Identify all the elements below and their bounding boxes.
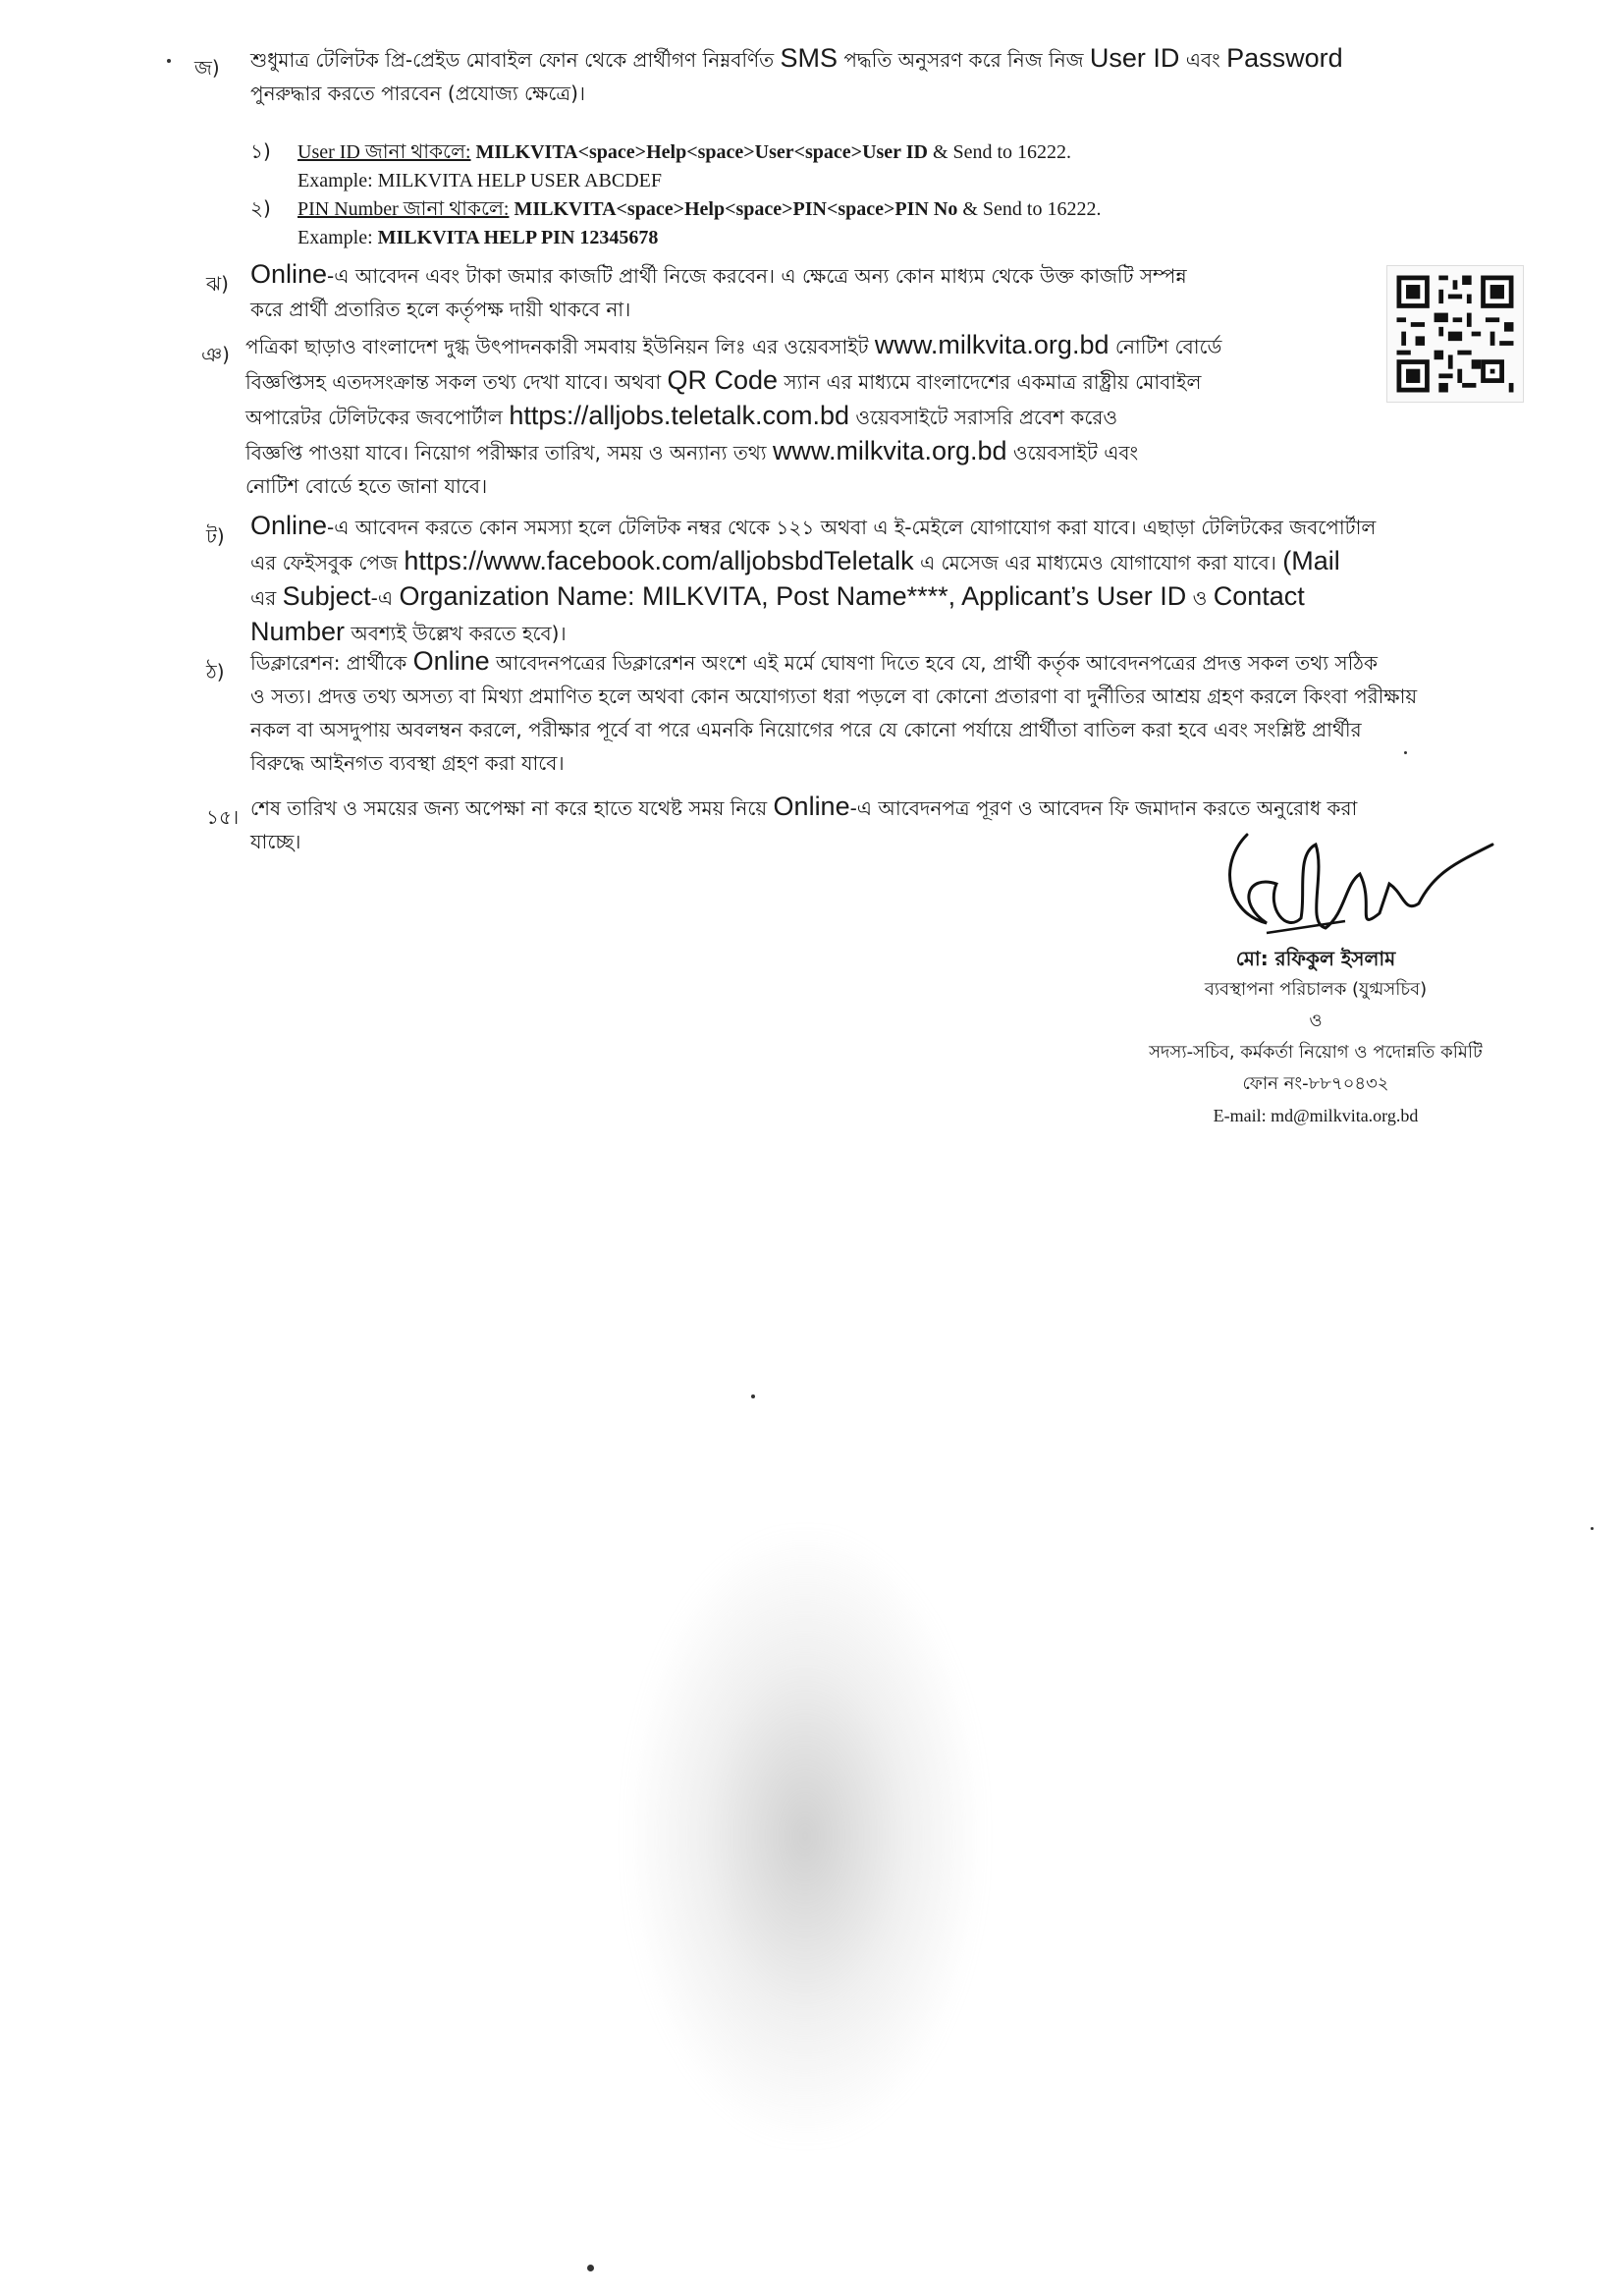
signatory-committee: সদস্য-সচিব, কর্মকর্তা নিয়োগ ও পদোন্নতি কমিটি	[1149, 1042, 1483, 1063]
item-deadline-note: শেষ তারিখ ও সময়ের জন্য অপেক্ষা না করে হাতে যথেষ্ট সময় নিয়ে Online-এ আবেদনপত্র পূরণ ও আবেদন ফি জমাদান করতে অনুরোধ করা যাচ্ছে।	[250, 792, 1358, 853]
item-sms-recovery: শুধুমাত্র টেলিটক প্রি-প্রেইড মোবাইল ফোন থেকে প্রার্থীগণ নিম্নবর্ণিত SMS পদ্ধতি অনুসরণ করে নিজ নিজ User ID এবং Password পুনরুদ্ধার করতে পারবেন (প্রযোজ্য ক্ষেত্রে)।	[250, 43, 1343, 105]
signatory-email: E-mail: md@milkvita.org.bd	[1213, 1106, 1419, 1125]
scan-speck	[1404, 751, 1407, 754]
scan-speck	[587, 2265, 594, 2271]
item-marker: ঞ)	[201, 343, 230, 366]
item-marker: ১৫।	[206, 805, 240, 829]
item-marker: ঠ)	[206, 660, 225, 683]
qr-code-icon	[1387, 266, 1523, 402]
item-online-responsibility: Online-এ আবেদন এবং টাকা জমার কাজটি প্রার্থী নিজে করবেন। এ ক্ষেত্রে অন্য কোন মাধ্যম থেকে উক্ত কাজটি সম্পন্ন করে প্রার্থী প্রতারিত হলে কর্তৃপক্ষ দায়ী থাকবে না।	[250, 259, 1187, 321]
signatory-name: মো: রফিকুল ইসলাম	[1235, 947, 1396, 970]
signatory-designation: ব্যবস্থাপনা পরিচালক (যুগ্মসচিব)	[1204, 979, 1428, 1000]
scan-speck	[167, 59, 171, 63]
sms-pin-instruction: ২) PIN Number জানা থাকলে: MILKVITA<space>Help<space>PIN<space>PIN No & Send to 16222. Example: MILKVITA HELP PIN 12345678	[250, 196, 1102, 248]
item-marker: ট)	[206, 524, 225, 548]
item-website-notice: পত্রিকা ছাড়াও বাংলাদেশ দুগ্ধ উৎপাদনকারী সমবায় ইউনিয়ন লিঃ এর ওয়েবসাইট www.milkvita.org.bd নোটিশ বোর্ডে বিজ্ঞপ্তিসহ এতদসংক্রান্ত সকল তথ্য দেখা যাবে। অথবা QR Code স্যান এর মাধ্যমে বাংলাদেশের একমাত্র রাষ্ট্রীয় মোবাইল অপারেটর টেলিটকের জবপোর্টাল https://alljobs.teletalk.com.bd ওয়েবসাইটে সরাসরি প্রবেশ করেও বিজ্ঞপ্তি পাওয়া যাবে। নিয়োগ পরীক্ষার তারিখ, সময় ও অন্যান্য তথ্য www.milkvita.org.bd ওয়েবসাইট এবং নোটিশ বোর্ডে হতে জানা যাবে।	[245, 330, 1222, 498]
item-marker: ঝ)	[206, 272, 229, 296]
sms-userid-instruction: ১) User ID জানা থাকলে: MILKVITA<space>Help<space>User<space>User ID & Send to 16222. Example: MILKVITA HELP USER ABCDEF	[250, 139, 1072, 191]
signatory-phone: ফোন নং-৮৮৭০৪৩২	[1242, 1073, 1389, 1094]
scan-smudge	[628, 1532, 982, 2141]
item-marker: জ)	[194, 56, 220, 80]
signature-block: মো: রফিকুল ইসলাম ব্যবস্থাপনা পরিচালক (যুগ্মসচিব) ও সদস্য-সচিব, কর্মকর্তা নিয়োগ ও পদোন্নতি কমিটি ফোন নং-৮৮৭০৪৩২ E-mail: md@milkvita.org.bd	[1060, 943, 1571, 1131]
item-declaration: ডিক্লারেশন: প্রার্থীকে Online আবেদনপত্রের ডিক্লারেশন অংশে এই মর্মে ঘোষণা দিতে হবে যে, প্রার্থী কর্তৃক আবেদনপত্রের প্রদত্ত সকল তথ্য সঠিক ও সত্য। প্রদত্ত তথ্য অসত্য বা মিথ্যা প্রমাণিত হলে অথবা কোন অযোগ্যতা ধরা পড়লে বা কোনো প্রতারণা বা দুর্নীতির আশ্রয় গ্রহণ করলে কিংবা পরীক্ষায় নকল বা অসদুপায় অবলম্বন করলে, পরীক্ষার পূর্বে বা পরে এমনকি নিয়োগের পরে যে কোনো পর্যায়ে প্রার্থীতা বাতিল করা হবে এবং সংশ্লিষ্ট প্রার্থীর বিরুদ্ধে আইনগত ব্যবস্থা গ্রহণ করা যাবে।	[250, 646, 1418, 775]
qr-code-image	[1386, 265, 1524, 403]
item-online-help: Online-এ আবেদন করতে কোন সমস্যা হলে টেলিটক নম্বর থেকে ১২১ অথবা এ ই-মেইলে যোগাযোগ করা যাবে। এছাড়া টেলিটকের জবপোর্টাল এর ফেইসবুক পেজ https://www.facebook.com/alljobsbdTeletalk এ মেসেজ এর মাধ্যমেও যোগাযোগ করা যাবে। (Mail এর Subject-এ Organization Name: MILKVITA, Post Name****, Applicant’s User ID ও Contact Number অবশ্যই উল্লেখ করতে হবে)।	[250, 511, 1377, 646]
handwritten-signature	[1208, 815, 1502, 953]
scan-speck	[1591, 1527, 1594, 1530]
scan-speck	[751, 1394, 755, 1398]
